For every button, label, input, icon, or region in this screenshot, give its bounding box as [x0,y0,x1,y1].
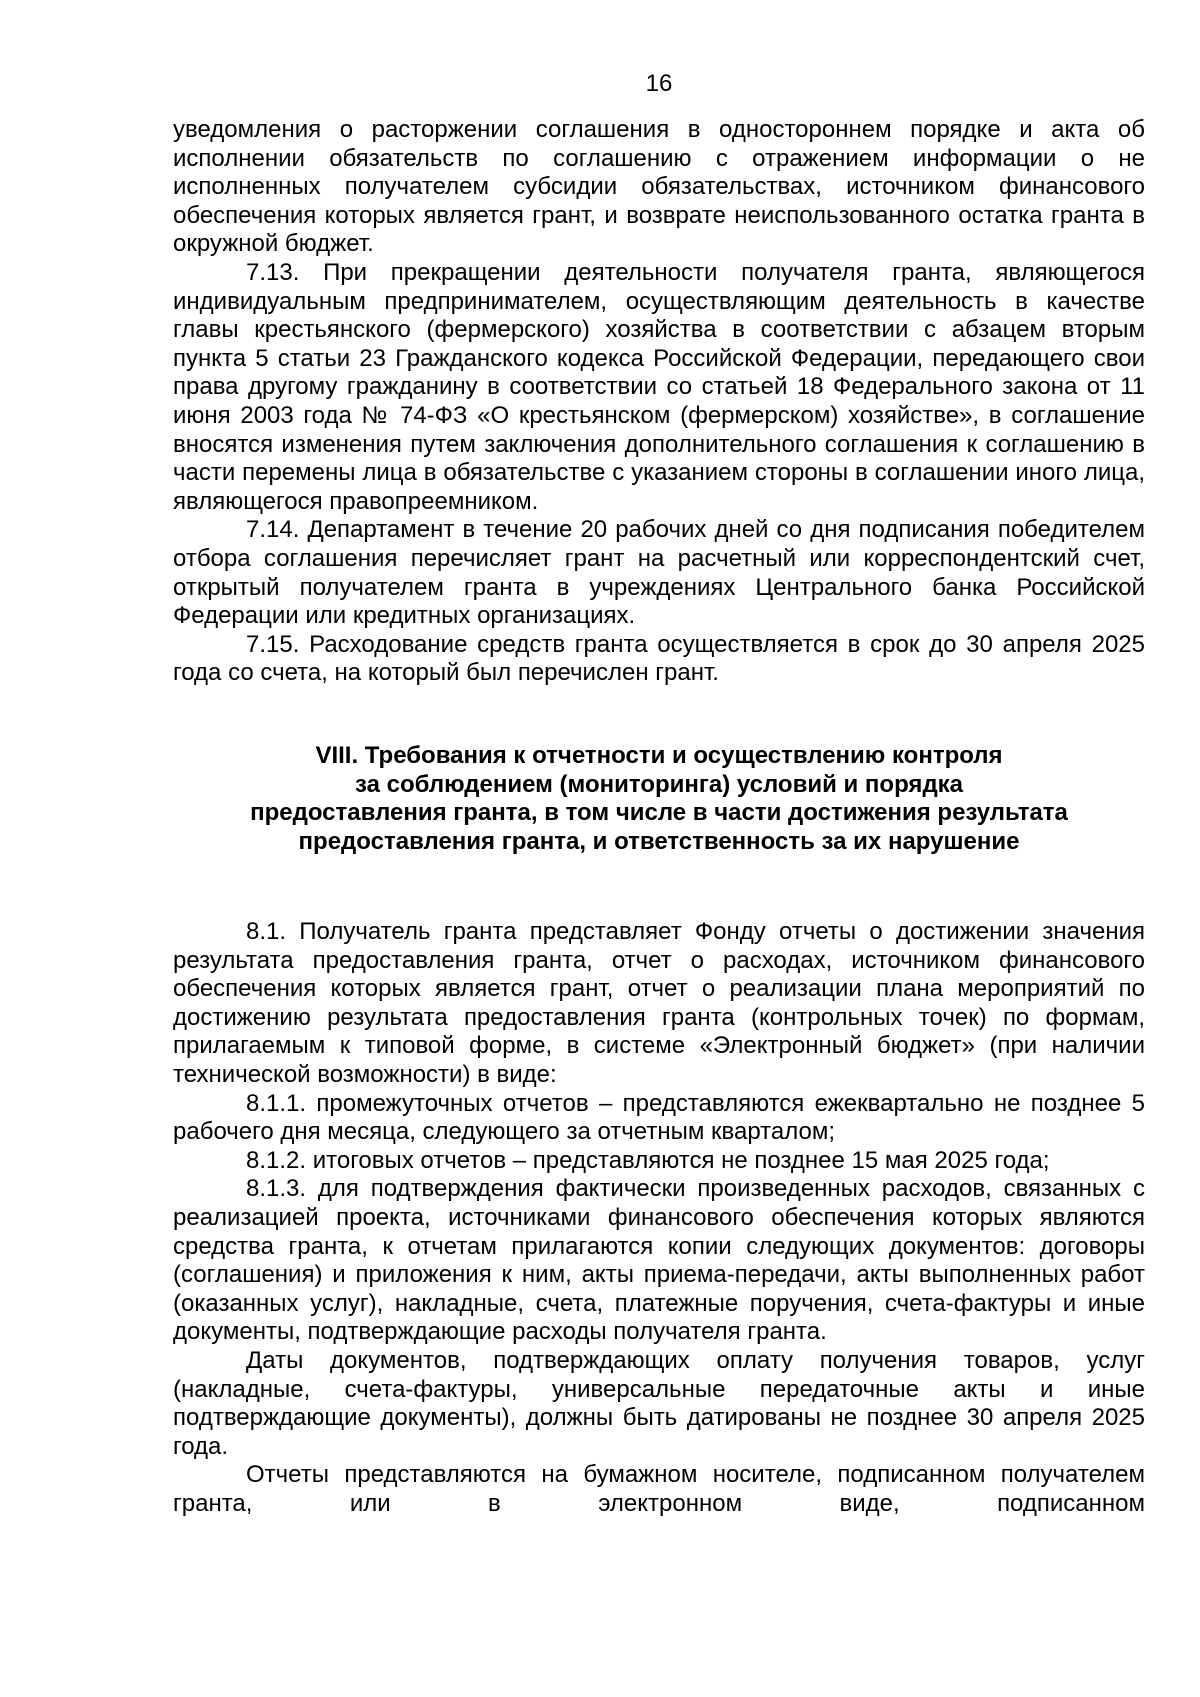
section-heading [173,742,1145,856]
paragraph-report-submission: Отчеты представляются на бумажном носителе, подписанном получателем гранта, или в электронном виде, подписанном [173,1461,1145,1517]
paragraph-7-13: 7.13. При прекращении деятельности получателя гранта, являющегося индивидуальным предпринимателем, осуществляющим деятельность в качестве главы крестьянского (фермерского) хозяйства в соответствии с абзацем вторым пункта 5 статьи 23 Гражданского кодекса Российской Федерации, передающего свои права другому гражданину в соответствии со статьей 18 Федерального закона от 11 июня 2003 года № 74-ФЗ «О крестьянском (фермерском) хозяйстве», в соглашение вносятся изменения путем заключения дополнительного соглашения к соглашению в части перемены лица в обязательстве с указанием стороны в соглашении иного лица, являющегося правопреемником. [173,258,1145,515]
heading-line-3: предоставления гранта, в том числе в части достижения результата [250,799,1068,827]
section-8-body [173,918,1145,1518]
paragraph-8-1-1: 8.1.1. промежуточных отчетов – представляются ежеквартально не позднее 5 рабочего дня месяца, следующего за отчетным кварталом; [173,1089,1145,1146]
paragraph-7-12-end: уведомления о расторжении соглашения в одностороннем порядке и акта об исполнении обязательств по соглашению с отражением информации о не исполненных получателем субсидии обязательствах, источником финансового обеспечения которых является грант, и возврате неиспользованного остатка гранта в окружной бюджет. [173,116,1145,258]
section-7-continuation [173,116,1145,688]
heading-line-1: VIII. Требования к отчетности и осуществлению контроля [315,742,1003,769]
heading-line-4: предоставления гранта, и ответственность за их нарушение [298,827,1020,855]
paragraph-7-14: 7.14. Департамент в течение 20 рабочих дней со дня подписания победителем отбора соглашения перечисляет грант на расчетный или корреспондентский счет, открытый получателем гранта в учреждениях Центрального банка Российской Федерации или кредитных организациях. [173,516,1145,630]
paragraph-document-dates: Даты документов, подтверждающих оплату получения товаров, услуг (накладные, счета-фактуры, универсальные передаточные акты и иные подтверждающие документы), должны быть датированы не позднее 30 апреля 2025 года. [173,1346,1145,1460]
paragraph-8-1: 8.1. Получатель гранта представляет Фонду отчеты о достижении значения результата предоставления гранта, отчет о расходах, источником финансового обеспечения которых является грант, отчет о реализации плана мероприятий по достижению результата предоставления гранта (контрольных точек) по формам, прилагаемым к типовой форме, в системе «Электронный бюджет» (при наличии технической возможности) в виде: [173,918,1145,1088]
paragraph-8-1-2: 8.1.2. итоговых отчетов – представляются не позднее 15 мая 2025 года; [246,1146,1050,1174]
heading-line-2: за соблюдением (мониторинга) условий и порядка [354,770,964,798]
page-number: 16 [645,70,673,97]
paragraph-7-15: 7.15. Расходование средств гранта осуществляется в срок до 30 апреля 2025 года со счета, на который был перечислен грант. [173,630,1145,687]
paragraph-8-1-3: 8.1.3. для подтверждения фактически произведенных расходов, связанных с реализацией проекта, источниками финансового обеспечения которых являются средства гранта, к отчетам прилагаются копии следующих документов: договоры (соглашения) и приложения к ним, акты приема-передачи, акты выполненных работ (оказанных услуг), накладные, счета, платежные поручения, счета-фактуры и иные документы, подтверждающие расходы получателя гранта. [173,1175,1145,1346]
